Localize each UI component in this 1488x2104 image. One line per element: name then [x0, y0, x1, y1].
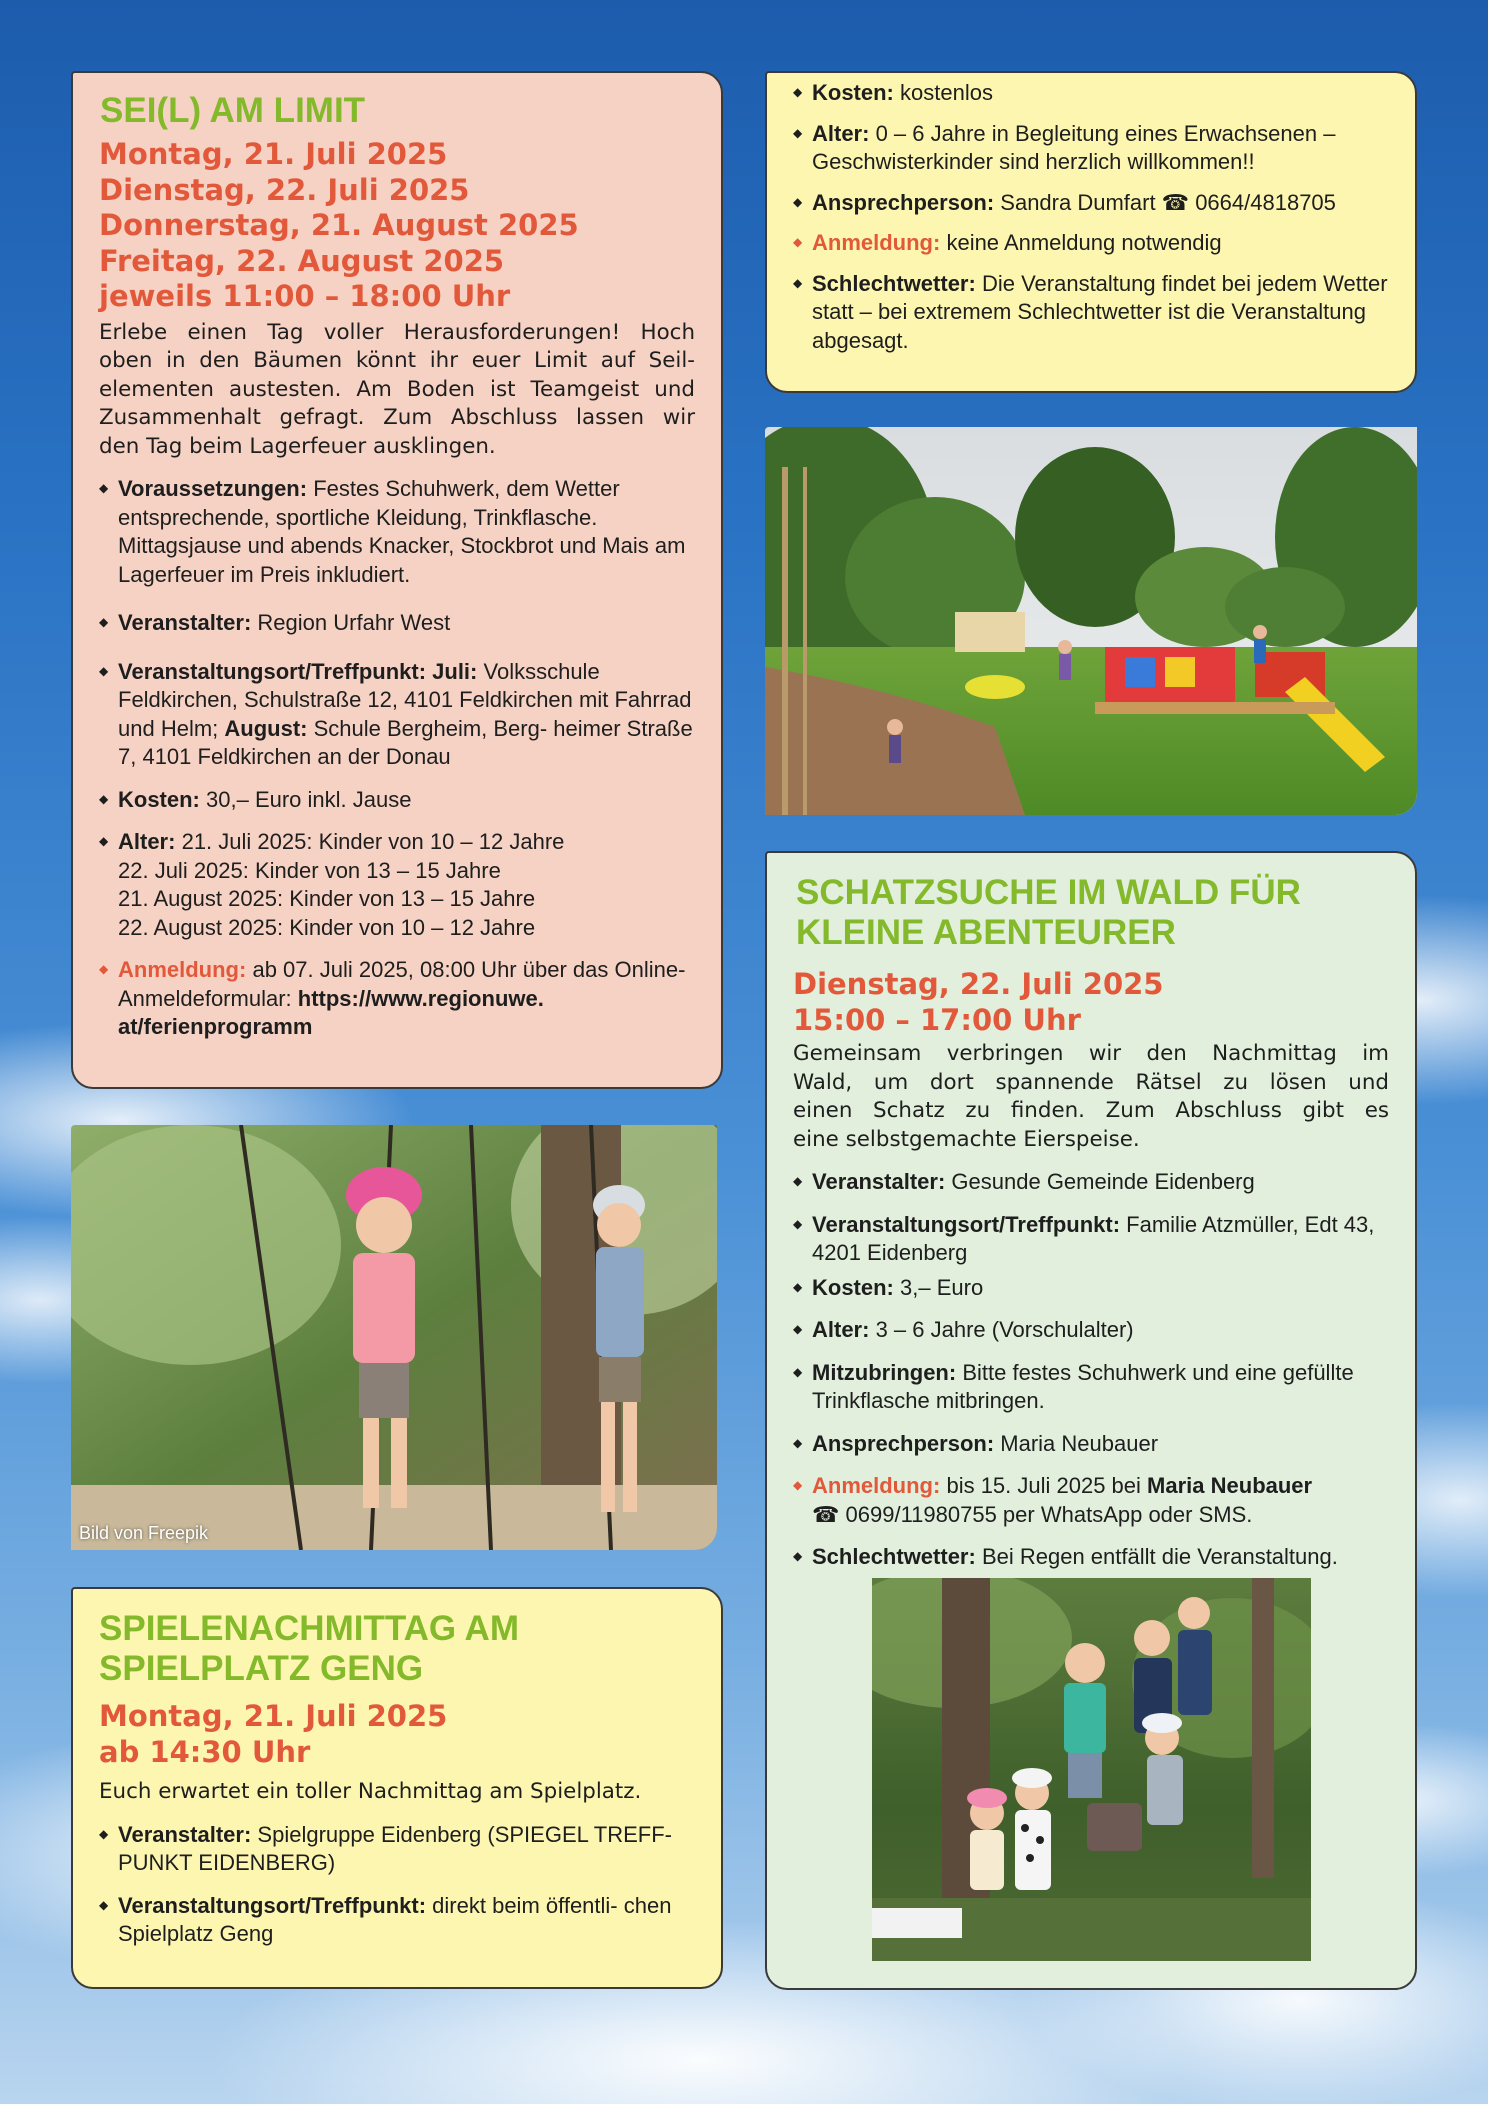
event-title-line: SPIELPLATZ GENG	[99, 1649, 424, 1688]
event-time-line: ab 14:30 Uhr	[99, 1734, 311, 1769]
registration-link[interactable]: https://www.regionuwe. at/ferienprogramm	[118, 985, 544, 1039]
event-title: SEI(L) AM LIMIT	[100, 91, 366, 130]
detail-value: 22. August 2025: Kinder von 10 – 12 Jahre	[118, 914, 536, 940]
playground-image	[765, 427, 1417, 815]
detail-value: Festes Schuhwerk, dem Wetter entsprechende, sportliche Kleidung, Trinkflasche. Mittagsjause und abends Knacker, Stockbrot und Mais am Lagerfeuer im Preis inkludiert.	[118, 476, 686, 587]
event-description: Euch erwartet ein toller Nachmittag am Spielplatz.	[99, 1779, 642, 1804]
detail-value: Bitte festes Schuhwerk und eine gefüllte Trinkflasche mitbringen.	[812, 1359, 1354, 1413]
detail-label: Mitzubringen:	[812, 1359, 957, 1385]
detail-value: bis 15. Juli 2025 bei	[946, 1473, 1141, 1498]
detail-value: Spielgruppe Eidenberg (SPIEGEL TREFF- PUNKT EIDENBERG)	[118, 1821, 672, 1875]
detail-label: Anmeldung:	[812, 1473, 941, 1498]
event-card-info	[765, 71, 1417, 393]
description-line: oben in den Bäumen könnt ihr euer Limit auf Seil-	[99, 348, 695, 373]
detail-label: Kosten:	[812, 80, 894, 105]
event-details-list	[793, 79, 1389, 355]
contact-phone: ☎ 0699/11980755 per WhatsApp oder SMS.	[812, 1501, 1253, 1527]
detail-label: Alter:	[812, 1317, 870, 1342]
detail-value: direkt beim öffentli- chen Spielplatz Geng	[118, 1892, 672, 1946]
detail-label: Alter:	[118, 829, 176, 854]
detail-value: Schule Bergheim, Berg- heimer Straße 7, 4101 Feldkirchen an der Donau	[118, 715, 693, 769]
detail-alter	[99, 828, 695, 942]
detail-ansprechperson	[793, 1430, 1389, 1459]
detail-value: keine Anmeldung notwendig	[946, 230, 1222, 255]
event-card-seil-am-limit	[71, 71, 723, 1089]
event-date-line: Donnerstag, 21. August 2025	[99, 208, 579, 242]
detail-label: Kosten:	[812, 1274, 894, 1300]
detail-value: Die Veranstaltung findet bei jedem Wetter statt – bei extremem Schlechtwetter ist die Veranstaltung abgesagt.	[812, 270, 1388, 353]
climbing-photo	[71, 1125, 717, 1550]
description-line: den Tag beim Lagerfeuer ausklingen.	[99, 433, 496, 459]
description-line: Gemeinsam verbringen wir den Nachmittag im	[793, 1041, 1389, 1066]
playground-photo	[765, 427, 1417, 815]
description-line: elementen austesten. Am Boden ist Teamgeist und	[99, 376, 695, 402]
detail-label: August:	[224, 715, 308, 741]
forest-kids-photo	[872, 1578, 1311, 1961]
event-date-line: Montag, 21. Juli 2025	[99, 137, 448, 171]
event-time-line: jeweils 11:00 – 18:00 Uhr	[99, 279, 511, 313]
event-title	[796, 873, 1389, 953]
event-time-line: 15:00 – 17:00 Uhr	[793, 1002, 1081, 1037]
detail-value: Bei Regen entfällt die Veranstaltung.	[981, 1544, 1338, 1569]
description-line: Wald, um dort spannende Rätsel zu lösen und	[793, 1069, 1389, 1095]
detail-veranstaltungsort	[99, 1892, 695, 1949]
detail-label: Veranstaltungsort/Treffpunkt:	[118, 1892, 427, 1918]
event-details-list	[99, 1821, 695, 1949]
event-title-line: SPIELENACHMITTAG AM	[99, 1609, 519, 1648]
detail-value: 21. August 2025: Kinder von 13 – 15 Jahre	[118, 886, 536, 911]
detail-alter	[793, 1316, 1389, 1345]
detail-label: Veranstaltungsort/Treffpunkt: Juli:	[118, 658, 478, 684]
event-description	[99, 319, 695, 462]
detail-label: Ansprechperson:	[812, 189, 995, 215]
detail-label: Anmeldung:	[118, 957, 247, 982]
detail-value: kostenlos	[900, 80, 993, 105]
event-dates	[99, 137, 695, 315]
detail-kosten	[793, 1274, 1389, 1303]
event-title	[99, 1609, 695, 1689]
description-line: einen Schatz zu finden. Zum Abschluss gibt es	[793, 1098, 1389, 1123]
detail-value: Region Urfahr West	[257, 610, 451, 635]
detail-value: 3,– Euro	[900, 1274, 984, 1300]
detail-value: Gesunde Gemeinde Eidenberg	[951, 1169, 1255, 1194]
detail-veranstaltungsort	[793, 1211, 1389, 1268]
detail-schlechtwetter	[793, 270, 1389, 356]
detail-veranstaltungsort	[99, 658, 695, 772]
photo-credit: Bild von Freepik	[79, 1523, 209, 1543]
event-date-line: Freitag, 22. August 2025	[99, 243, 505, 278]
event-details-list	[793, 1168, 1389, 1572]
detail-label: Veranstaltungsort/Treffpunkt:	[812, 1211, 1121, 1237]
detail-label: Schlechtwetter:	[812, 270, 976, 296]
detail-label: Veranstalter:	[118, 1821, 252, 1847]
detail-value: Sandra Dumfart ☎ 0664/4818705	[1000, 189, 1336, 215]
detail-label: Veranstalter:	[812, 1169, 946, 1194]
detail-value: 30,– Euro inkl. Jause	[206, 786, 412, 812]
detail-label: Alter:	[812, 120, 870, 146]
detail-value: Volksschule Feldkirchen, Schulstraße 12, 4101 Feldkirchen mit Fahrrad und Helm;	[118, 658, 692, 741]
detail-mitzubringen	[793, 1359, 1389, 1416]
climbing-image	[71, 1125, 717, 1550]
detail-voraussetzungen	[99, 475, 695, 589]
event-description	[793, 1040, 1389, 1154]
detail-veranstalter	[99, 1821, 695, 1878]
detail-anmeldung	[793, 229, 1389, 258]
contact-name: Maria Neubauer	[1147, 1473, 1313, 1498]
detail-label: Kosten:	[118, 786, 200, 812]
event-card-spielenachmittag	[71, 1587, 723, 1989]
detail-kosten	[99, 786, 695, 815]
detail-value: 21. Juli 2025: Kinder von 10 – 12 Jahre	[181, 829, 565, 854]
detail-value: Maria Neubauer	[1000, 1430, 1159, 1456]
detail-value: ab 07. Juli 2025, 08:00 Uhr über das Online-Anmeldeformular:	[118, 957, 686, 1011]
detail-ansprechperson	[793, 189, 1389, 218]
forest-kids-image	[872, 1578, 1311, 1961]
detail-anmeldung	[99, 956, 695, 1042]
description-line: eine selbstgemachte Eierspeise.	[793, 1126, 1140, 1152]
detail-label: Anmeldung:	[812, 230, 941, 255]
detail-veranstalter	[99, 609, 695, 638]
detail-label: Voraussetzungen:	[118, 476, 308, 501]
event-details-list	[99, 475, 695, 1042]
event-date-line: Dienstag, 22. Juli 2025	[793, 967, 1164, 1001]
event-date-line: Montag, 21. Juli 2025	[99, 1699, 448, 1733]
description-line: Erlebe einen Tag voller Herausforderungen! Hoch	[99, 319, 695, 345]
event-date-line: Dienstag, 22. Juli 2025	[99, 172, 470, 207]
detail-value: Familie Atzmüller, Edt 43, 4201 Eidenberg	[812, 1211, 1375, 1265]
detail-label: Veranstalter:	[118, 610, 252, 635]
detail-label: Schlechtwetter:	[812, 1544, 976, 1569]
detail-value: 3 – 6 Jahre (Vorschulalter)	[875, 1317, 1134, 1342]
detail-value: 0 – 6 Jahre in Begleitung eines Erwachsenen – Geschwisterkinder sind herzlich willkommen!!	[812, 120, 1336, 174]
detail-value: 22. Juli 2025: Kinder von 13 – 15 Jahre	[118, 857, 501, 883]
detail-veranstalter	[793, 1168, 1389, 1197]
event-title-line: SCHATZSUCHE IM WALD FÜR	[796, 873, 1301, 912]
detail-alter	[793, 120, 1389, 177]
detail-label: Ansprechperson:	[812, 1430, 995, 1456]
detail-schlechtwetter	[793, 1543, 1389, 1572]
event-title-line: KLEINE ABENTEURER	[796, 913, 1176, 952]
detail-anmeldung	[793, 1472, 1389, 1529]
description-line: Zusammenhalt gefragt. Zum Abschluss lassen wir	[99, 405, 695, 430]
detail-kosten	[793, 79, 1389, 108]
